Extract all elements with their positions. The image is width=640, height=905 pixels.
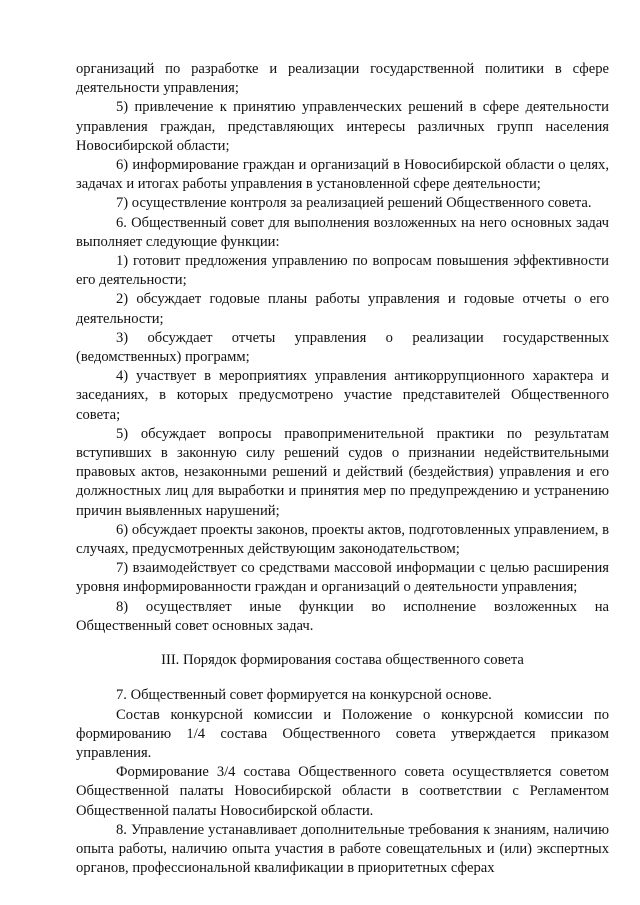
paragraph: 6. Общественный совет для выполнения возложенных на него основных задач выполняет следующие функции: — [76, 214, 609, 250]
paragraph: 7) осуществление контроля за реализацией решений Общественного совета. — [116, 195, 592, 212]
paragraphs-after — [76, 686, 609, 878]
paragraph: организаций по разработке и реализации государственной политики в сфере деятельности управления; — [76, 61, 609, 97]
paragraph: 5) привлечение к принятию управленческих решений в сфере деятельности управления граждан, представляющих интересы различных групп населения Новосибирской области; — [76, 99, 609, 154]
paragraph: 8) осуществляет иные функции во исполнение возложенных на Общественный совет основных задач. — [76, 598, 609, 634]
paragraph: Состав конкурсной комиссии и Положение о конкурсной комиссии по формированию 1/4 состава Общественного совета утверждается приказом управления. — [76, 706, 609, 761]
section-heading: III. Порядок формирования состава общественного совета — [161, 652, 524, 669]
paragraph: 1) готовит предложения управлению по вопросам повышения эффективности его деятельности; — [76, 253, 609, 289]
paragraph: 3) обсуждает отчеты управления о реализации государственных (ведомственных) программ; — [76, 329, 609, 366]
paragraph: 6) обсуждает проекты законов, проекты актов, подготовленных управлением, в случаях, предусмотренных действующим законодательством; — [76, 521, 609, 558]
paragraph: 4) участвует в мероприятиях управления антикоррупционного характера и заседаниях, в которых предусмотрено участие представителей Общественного совета; — [76, 368, 609, 423]
paragraph: 7. Общественный совет формируется на конкурсной основе. — [116, 687, 492, 704]
paragraph: 6) информирование граждан и организаций в Новосибирской области о целях, задачах и итогах работы управления в установленной сфере деятельности; — [76, 157, 609, 193]
paragraph: Формирование 3/4 состава Общественного совета осуществляется советом Общественной палаты Новосибирской области в соответствии с Регламентом Общественной палаты Новосибирской области. — [76, 764, 609, 819]
paragraph: 2) обсуждает годовые планы работы управления и годовые отчеты о его деятельности; — [76, 291, 609, 327]
document-page — [76, 60, 609, 878]
paragraph: 7) взаимодействует со средствами массовой информации с целью расширения уровня информированности граждан и организаций о деятельности управления; — [76, 560, 609, 596]
paragraph: 8. Управление устанавливает дополнительные требования к знаниям, наличию опыта работы, наличию опыта участия в работе совещательных и (или) экспертных органов, профессиональной квалификации в приоритетных сферах — [76, 821, 609, 877]
paragraphs-before — [76, 60, 609, 636]
paragraph: 5) обсуждает вопросы правоприменительной практики по результатам вступивших в законную силу решений судов о признании недействительными правовых актов, незаконными решений и действий (бездействия) управления и его должностных лиц для выработки и принятия мер по предупреждению и устранению причин выявленных нарушений; — [76, 425, 609, 519]
